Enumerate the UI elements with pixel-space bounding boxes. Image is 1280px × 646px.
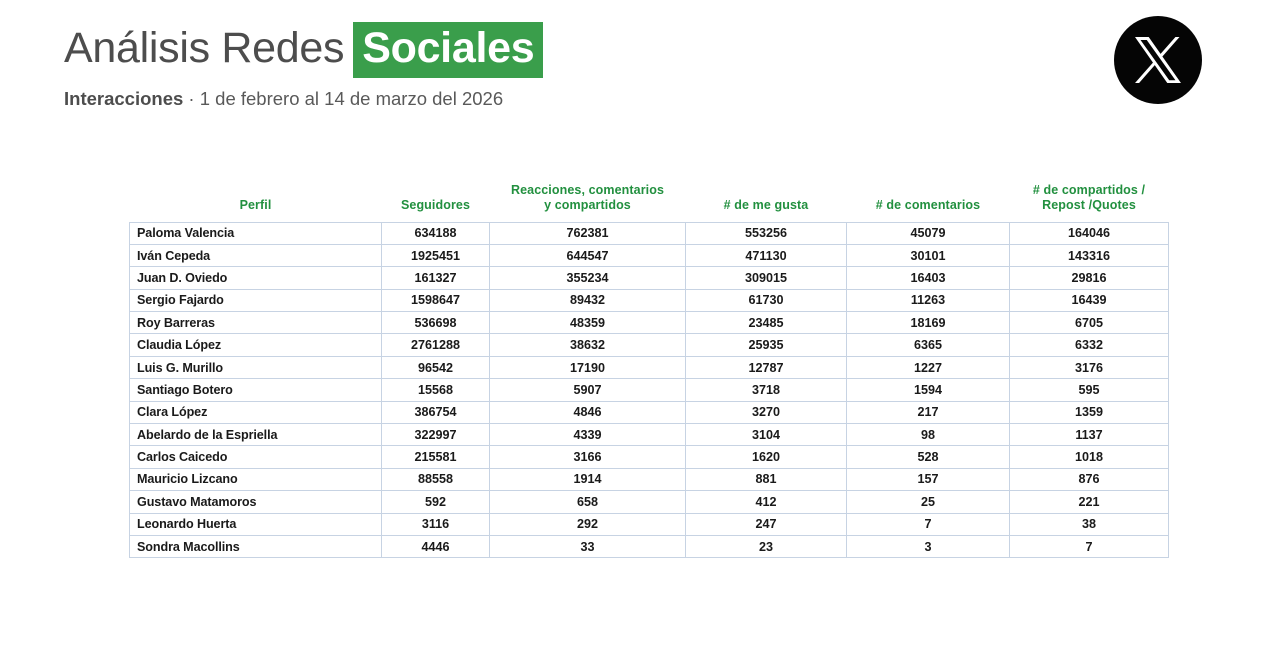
cell-seguidores: 592 bbox=[382, 491, 490, 513]
cell-comentarios: 98 bbox=[847, 424, 1010, 446]
cell-comentarios: 6365 bbox=[847, 334, 1010, 356]
cell-perfil: Gustavo Matamoros bbox=[130, 491, 382, 513]
table-header bbox=[130, 176, 1169, 222]
cell-comentarios: 7 bbox=[847, 513, 1010, 535]
column-header-me-gusta: # de me gusta bbox=[686, 176, 847, 222]
table-row bbox=[130, 535, 1169, 557]
subtitle-label: Interacciones bbox=[64, 88, 184, 109]
column-header-comentarios: # de comentarios bbox=[847, 176, 1010, 222]
cell-comentarios: 157 bbox=[847, 468, 1010, 490]
column-header-interacciones: Reacciones, comentarios y compartidos bbox=[490, 176, 686, 222]
cell-me-gusta: 23 bbox=[686, 535, 847, 557]
cell-perfil: Iván Cepeda bbox=[130, 244, 382, 266]
page-title-plain: Análisis Redes bbox=[64, 24, 345, 72]
table-row bbox=[130, 491, 1169, 513]
cell-me-gusta: 61730 bbox=[686, 289, 847, 311]
table-row bbox=[130, 424, 1169, 446]
cell-compartidos: 38 bbox=[1010, 513, 1169, 535]
cell-interacciones: 4339 bbox=[490, 424, 686, 446]
cell-seguidores: 634188 bbox=[382, 222, 490, 244]
table-row bbox=[130, 312, 1169, 334]
cell-interacciones: 38632 bbox=[490, 334, 686, 356]
cell-compartidos: 29816 bbox=[1010, 267, 1169, 289]
cell-compartidos: 16439 bbox=[1010, 289, 1169, 311]
x-logo-glyph bbox=[1135, 37, 1181, 83]
cell-perfil: Carlos Caicedo bbox=[130, 446, 382, 468]
table-row bbox=[130, 468, 1169, 490]
cell-compartidos: 1018 bbox=[1010, 446, 1169, 468]
table-row bbox=[130, 379, 1169, 401]
cell-perfil: Luis G. Murillo bbox=[130, 356, 382, 378]
cell-comentarios: 11263 bbox=[847, 289, 1010, 311]
table-row bbox=[130, 356, 1169, 378]
cell-interacciones: 5907 bbox=[490, 379, 686, 401]
cell-interacciones: 292 bbox=[490, 513, 686, 535]
cell-compartidos: 1359 bbox=[1010, 401, 1169, 423]
page-title-highlight: Sociales bbox=[353, 22, 543, 78]
cell-me-gusta: 23485 bbox=[686, 312, 847, 334]
cell-seguidores: 386754 bbox=[382, 401, 490, 423]
cell-compartidos: 221 bbox=[1010, 491, 1169, 513]
cell-seguidores: 1598647 bbox=[382, 289, 490, 311]
cell-me-gusta: 3270 bbox=[686, 401, 847, 423]
cell-me-gusta: 471130 bbox=[686, 244, 847, 266]
cell-seguidores: 161327 bbox=[382, 267, 490, 289]
cell-compartidos: 7 bbox=[1010, 535, 1169, 557]
table-row bbox=[130, 334, 1169, 356]
cell-seguidores: 15568 bbox=[382, 379, 490, 401]
cell-compartidos: 595 bbox=[1010, 379, 1169, 401]
cell-perfil: Paloma Valencia bbox=[130, 222, 382, 244]
cell-seguidores: 3116 bbox=[382, 513, 490, 535]
cell-me-gusta: 553256 bbox=[686, 222, 847, 244]
cell-perfil: Leonardo Huerta bbox=[130, 513, 382, 535]
cell-me-gusta: 1620 bbox=[686, 446, 847, 468]
table-row bbox=[130, 222, 1169, 244]
column-header-compartidos: # de compartidos / Repost /Quotes bbox=[1010, 176, 1169, 222]
cell-interacciones: 1914 bbox=[490, 468, 686, 490]
cell-seguidores: 322997 bbox=[382, 424, 490, 446]
cell-comentarios: 528 bbox=[847, 446, 1010, 468]
metrics-table-wrapper bbox=[129, 176, 1168, 558]
cell-comentarios: 217 bbox=[847, 401, 1010, 423]
cell-seguidores: 96542 bbox=[382, 356, 490, 378]
page-title bbox=[64, 22, 543, 78]
cell-seguidores: 215581 bbox=[382, 446, 490, 468]
cell-compartidos: 3176 bbox=[1010, 356, 1169, 378]
cell-perfil: Claudia López bbox=[130, 334, 382, 356]
column-header-perfil: Perfil bbox=[130, 176, 382, 222]
cell-perfil: Clara López bbox=[130, 401, 382, 423]
column-header-seguidores: Seguidores bbox=[382, 176, 490, 222]
cell-compartidos: 1137 bbox=[1010, 424, 1169, 446]
cell-compartidos: 876 bbox=[1010, 468, 1169, 490]
cell-comentarios: 45079 bbox=[847, 222, 1010, 244]
cell-interacciones: 3166 bbox=[490, 446, 686, 468]
table-row bbox=[130, 513, 1169, 535]
cell-seguidores: 4446 bbox=[382, 535, 490, 557]
cell-compartidos: 143316 bbox=[1010, 244, 1169, 266]
cell-me-gusta: 25935 bbox=[686, 334, 847, 356]
cell-perfil: Roy Barreras bbox=[130, 312, 382, 334]
cell-interacciones: 355234 bbox=[490, 267, 686, 289]
table-row bbox=[130, 267, 1169, 289]
cell-me-gusta: 247 bbox=[686, 513, 847, 535]
table-body bbox=[130, 222, 1169, 558]
cell-me-gusta: 3718 bbox=[686, 379, 847, 401]
cell-seguidores: 536698 bbox=[382, 312, 490, 334]
cell-me-gusta: 309015 bbox=[686, 267, 847, 289]
cell-interacciones: 4846 bbox=[490, 401, 686, 423]
cell-interacciones: 33 bbox=[490, 535, 686, 557]
table-header-row bbox=[130, 176, 1169, 222]
table-row bbox=[130, 446, 1169, 468]
metrics-table bbox=[129, 176, 1169, 558]
cell-me-gusta: 412 bbox=[686, 491, 847, 513]
x-twitter-logo bbox=[1114, 16, 1202, 104]
cell-interacciones: 644547 bbox=[490, 244, 686, 266]
cell-interacciones: 89432 bbox=[490, 289, 686, 311]
header bbox=[64, 22, 543, 111]
cell-seguidores: 2761288 bbox=[382, 334, 490, 356]
cell-perfil: Mauricio Lizcano bbox=[130, 468, 382, 490]
cell-compartidos: 6332 bbox=[1010, 334, 1169, 356]
cell-comentarios: 1594 bbox=[847, 379, 1010, 401]
cell-compartidos: 6705 bbox=[1010, 312, 1169, 334]
cell-perfil: Santiago Botero bbox=[130, 379, 382, 401]
cell-me-gusta: 881 bbox=[686, 468, 847, 490]
cell-interacciones: 762381 bbox=[490, 222, 686, 244]
cell-interacciones: 17190 bbox=[490, 356, 686, 378]
cell-comentarios: 18169 bbox=[847, 312, 1010, 334]
table-row bbox=[130, 401, 1169, 423]
cell-perfil: Abelardo de la Espriella bbox=[130, 424, 382, 446]
subtitle bbox=[64, 87, 543, 111]
cell-perfil: Sergio Fajardo bbox=[130, 289, 382, 311]
cell-interacciones: 658 bbox=[490, 491, 686, 513]
cell-seguidores: 1925451 bbox=[382, 244, 490, 266]
subtitle-date-range: · 1 de febrero al 14 de marzo del 2026 bbox=[183, 88, 504, 109]
table-row bbox=[130, 244, 1169, 266]
cell-me-gusta: 12787 bbox=[686, 356, 847, 378]
cell-perfil: Sondra Macollins bbox=[130, 535, 382, 557]
cell-comentarios: 16403 bbox=[847, 267, 1010, 289]
cell-seguidores: 88558 bbox=[382, 468, 490, 490]
cell-comentarios: 3 bbox=[847, 535, 1010, 557]
cell-interacciones: 48359 bbox=[490, 312, 686, 334]
cell-compartidos: 164046 bbox=[1010, 222, 1169, 244]
cell-comentarios: 25 bbox=[847, 491, 1010, 513]
cell-perfil: Juan D. Oviedo bbox=[130, 267, 382, 289]
cell-comentarios: 1227 bbox=[847, 356, 1010, 378]
cell-me-gusta: 3104 bbox=[686, 424, 847, 446]
cell-comentarios: 30101 bbox=[847, 244, 1010, 266]
table-row bbox=[130, 289, 1169, 311]
